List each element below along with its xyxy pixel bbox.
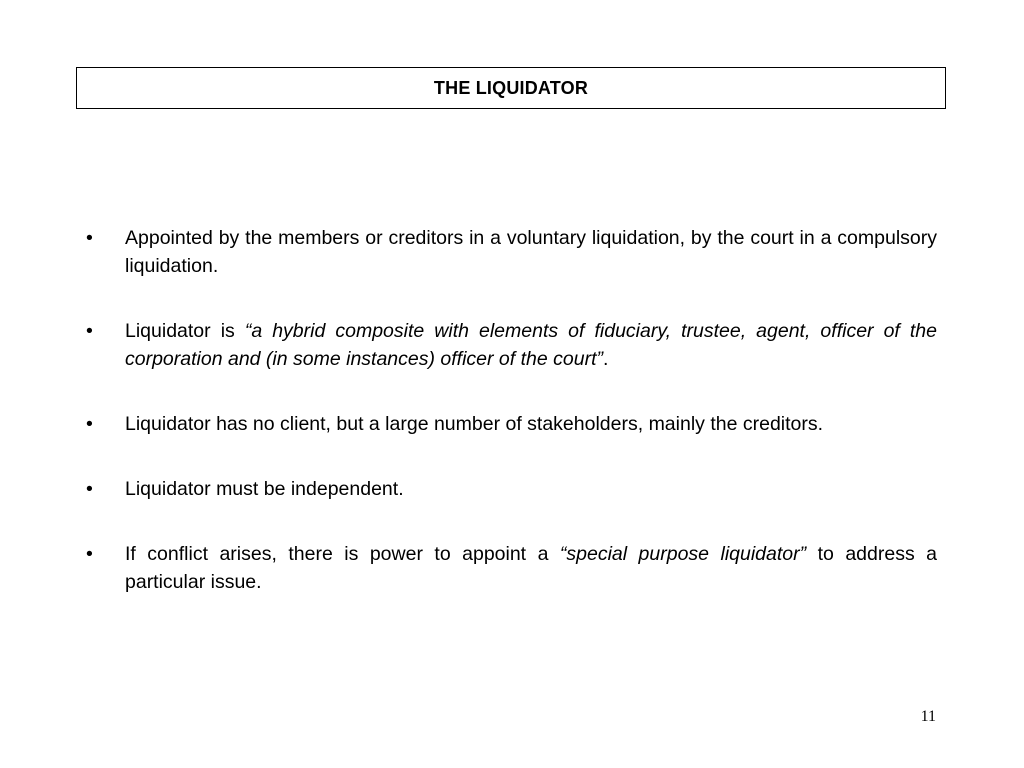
bullet-text: Liquidator must be independent. — [125, 478, 404, 500]
bullet-item-independence — [86, 475, 937, 503]
bullet-item-appointment — [86, 224, 937, 280]
bullet-item-stakeholders — [86, 410, 937, 438]
bullet-marker: • — [86, 227, 93, 249]
bullet-text-tail: to address a particular issue. — [125, 543, 938, 593]
slide-title-box — [76, 67, 946, 109]
bullet-item-definition — [86, 317, 937, 373]
bullet-list — [86, 224, 937, 596]
bullet-item-conflict — [86, 540, 937, 596]
bullet-marker: • — [86, 413, 93, 435]
bullet-text: Appointed by the members or creditors in a voluntary liquidation, by the court in a compulsory liquidation. — [125, 227, 937, 277]
bullet-text-lead: Liquidator is — [125, 320, 245, 342]
bullet-marker: • — [86, 543, 93, 565]
bullet-text-tail: . — [602, 348, 609, 370]
slide-title: THE LIQUIDATOR — [433, 77, 589, 98]
bullet-marker: • — [86, 478, 93, 500]
bullet-text-lead: If conflict arises, there is power to appoint a — [125, 543, 560, 565]
bullet-quote: “a hybrid composite with elements of fiduciary, trustee, agent, officer of the corporation and (in some instances) officer of the court” — [125, 320, 937, 370]
bullet-text: Liquidator has no client, but a large number of stakeholders, mainly the creditors. — [125, 413, 824, 435]
page-number: 11 — [920, 708, 936, 725]
bullet-marker: • — [86, 320, 93, 342]
bullet-quote: “special purpose liquidator” — [559, 543, 807, 565]
